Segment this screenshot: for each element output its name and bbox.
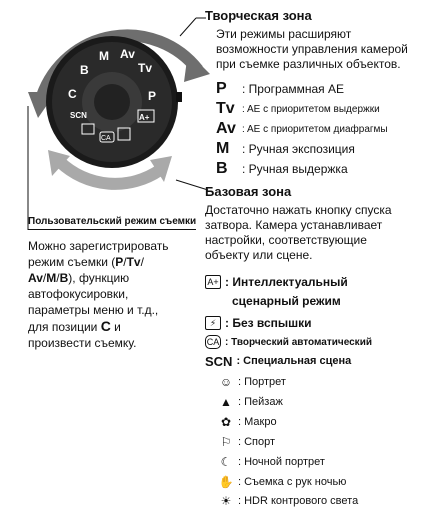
custom-mode-mode-tv: Tv [126, 255, 141, 269]
basic-zone-desc-line: объекту или сцене. [205, 248, 313, 262]
dial-label-tv: Tv [138, 61, 153, 75]
mode-tv-row [216, 98, 380, 120]
handheld-night-icon: ✋ [218, 475, 234, 489]
basic-zone-desc-line: Достаточно нажать кнопку спуска [205, 203, 392, 217]
scene-noflash-label: : Без вспышки [225, 316, 312, 330]
creative-zone-description [216, 27, 408, 72]
scene-label-sports: : Спорт [238, 436, 276, 448]
intelligent-auto-icon: A+ [205, 275, 221, 289]
scene-row-night-portrait [218, 452, 325, 472]
dial-center-hub [94, 84, 130, 120]
scene-scn-row [205, 351, 351, 371]
custom-mode-desc-line-5 [28, 318, 169, 335]
dial-label-av: Av [120, 47, 135, 61]
mode-letter-tv: Tv [216, 100, 235, 117]
mode-desc-av: : AE с приоритетом диафрагмы [242, 123, 388, 135]
mode-b-row [216, 158, 348, 180]
landscape-icon: ▲ [220, 395, 232, 409]
scn-label: SCN [205, 353, 233, 369]
custom-mode-mode-av: Av [28, 271, 43, 285]
scene-ca-row [205, 332, 372, 352]
dial-label-aplus: A+ [139, 113, 150, 122]
custom-mode-desc-line: произвести съемку. [28, 336, 137, 350]
custom-mode-text: / [140, 255, 144, 269]
creative-zone-leader-line-2 [180, 18, 196, 36]
scene-label-hdr: : HDR контрового света [238, 495, 359, 507]
mode-letter-p: P [216, 80, 227, 97]
custom-mode-text: / [123, 255, 127, 269]
custom-mode-mode-p: P [115, 255, 124, 269]
custom-mode-mode-b: B [59, 271, 69, 285]
custom-mode-mode-c: C [100, 318, 111, 334]
scene-ca-label: : Творческий автоматический [225, 336, 372, 348]
scene-ia-label: : Интеллектуальный [225, 275, 348, 289]
creative-zone-desc-line: Эти режимы расширяют [216, 27, 352, 41]
flash-off-icon: ⚡ [205, 316, 221, 330]
mode-letter-av: Av [216, 120, 236, 137]
custom-mode-desc-line: автофокусировки, [28, 287, 129, 301]
scene-label-portrait: : Портрет [238, 376, 286, 388]
portrait-icon: ☺ [219, 375, 233, 389]
sports-icon: ⚐ [220, 435, 232, 449]
mode-p-row [216, 78, 344, 100]
mode-desc-tv: : AE с приоритетом выдержки [242, 103, 380, 115]
dial-label-ca: CA [101, 135, 111, 142]
custom-mode-title: Пользовательский режим съемки [28, 216, 196, 230]
scene-row-handheld-night [218, 472, 346, 492]
mode-desc-p: : Программная AE [242, 82, 345, 96]
basic-zone-leader-line [176, 180, 208, 190]
basic-zone-description [205, 203, 392, 263]
basic-zone-title: Базовая зона [205, 184, 292, 199]
mode-dial-illustration [0, 0, 240, 240]
custom-mode-text: для позиции [28, 320, 98, 334]
custom-mode-desc-line-3 [28, 270, 169, 286]
creative-zone-title: Творческая зона [205, 8, 312, 23]
mode-av-row [216, 118, 388, 140]
scene-row-macro [218, 412, 277, 432]
custom-mode-desc-line-2 [28, 254, 169, 270]
dial-label-b: B [80, 63, 89, 77]
scn-desc: : Специальная сцена [236, 355, 352, 367]
custom-mode-text: / [56, 271, 60, 285]
basic-zone-desc-line: затвора. Камера устанавливает [205, 218, 383, 232]
custom-mode-text: ), [68, 271, 76, 285]
scene-label-night-portrait: : Ночной портрет [238, 456, 325, 468]
macro-icon: ✿ [220, 415, 232, 429]
mode-m-row [216, 138, 355, 160]
custom-mode-mode-m: M [46, 271, 57, 285]
creative-auto-icon: CA [206, 337, 220, 347]
dial-label-scn: SCN [70, 111, 87, 120]
scene-row-landscape [218, 392, 283, 412]
scene-label-landscape: : Пейзаж [238, 396, 283, 408]
basic-zone-desc-line: настройки, соответствующие [205, 233, 367, 247]
custom-mode-text: режим съемки ( [28, 255, 116, 269]
dial-label-p: P [148, 89, 157, 103]
custom-mode-text: / [42, 271, 47, 285]
custom-mode-text: функцию [78, 271, 130, 285]
scene-noflash-row [205, 313, 312, 333]
mode-letter-b: B [216, 160, 228, 177]
custom-mode-desc-line: параметры меню и т.д., [28, 303, 159, 317]
night-portrait-icon: ☾ [220, 455, 232, 469]
scene-label-handheld-night: : Съемка с рук ночью [238, 476, 347, 488]
mode-desc-m: : Ручная экспозиция [242, 142, 355, 156]
mode-letter-m: M [216, 140, 230, 157]
custom-mode-desc-line: Можно зарегистрировать [28, 239, 169, 253]
dial-label-m: M [99, 49, 109, 63]
scene-row-hdr [218, 491, 358, 511]
scene-ia-row [205, 272, 348, 292]
mode-desc-b: : Ручная выдержка [242, 162, 348, 176]
scene-ia-label-line2: сценарный режим [232, 294, 341, 308]
scene-label-macro: : Макро [238, 416, 277, 428]
creative-zone-arrow-head-right [184, 52, 210, 82]
scene-row-sports [218, 432, 275, 452]
dial-label-c: C [68, 87, 77, 101]
hdr-backlight-icon: ☀ [220, 494, 232, 508]
creative-zone-desc-line: при съемке различных объектов. [216, 57, 401, 71]
custom-mode-description [28, 238, 169, 351]
custom-mode-text: и [110, 320, 121, 334]
scene-row-portrait [218, 372, 286, 392]
dial-index-mark [176, 92, 182, 102]
creative-zone-desc-line: возможности управления камерой [216, 42, 408, 56]
